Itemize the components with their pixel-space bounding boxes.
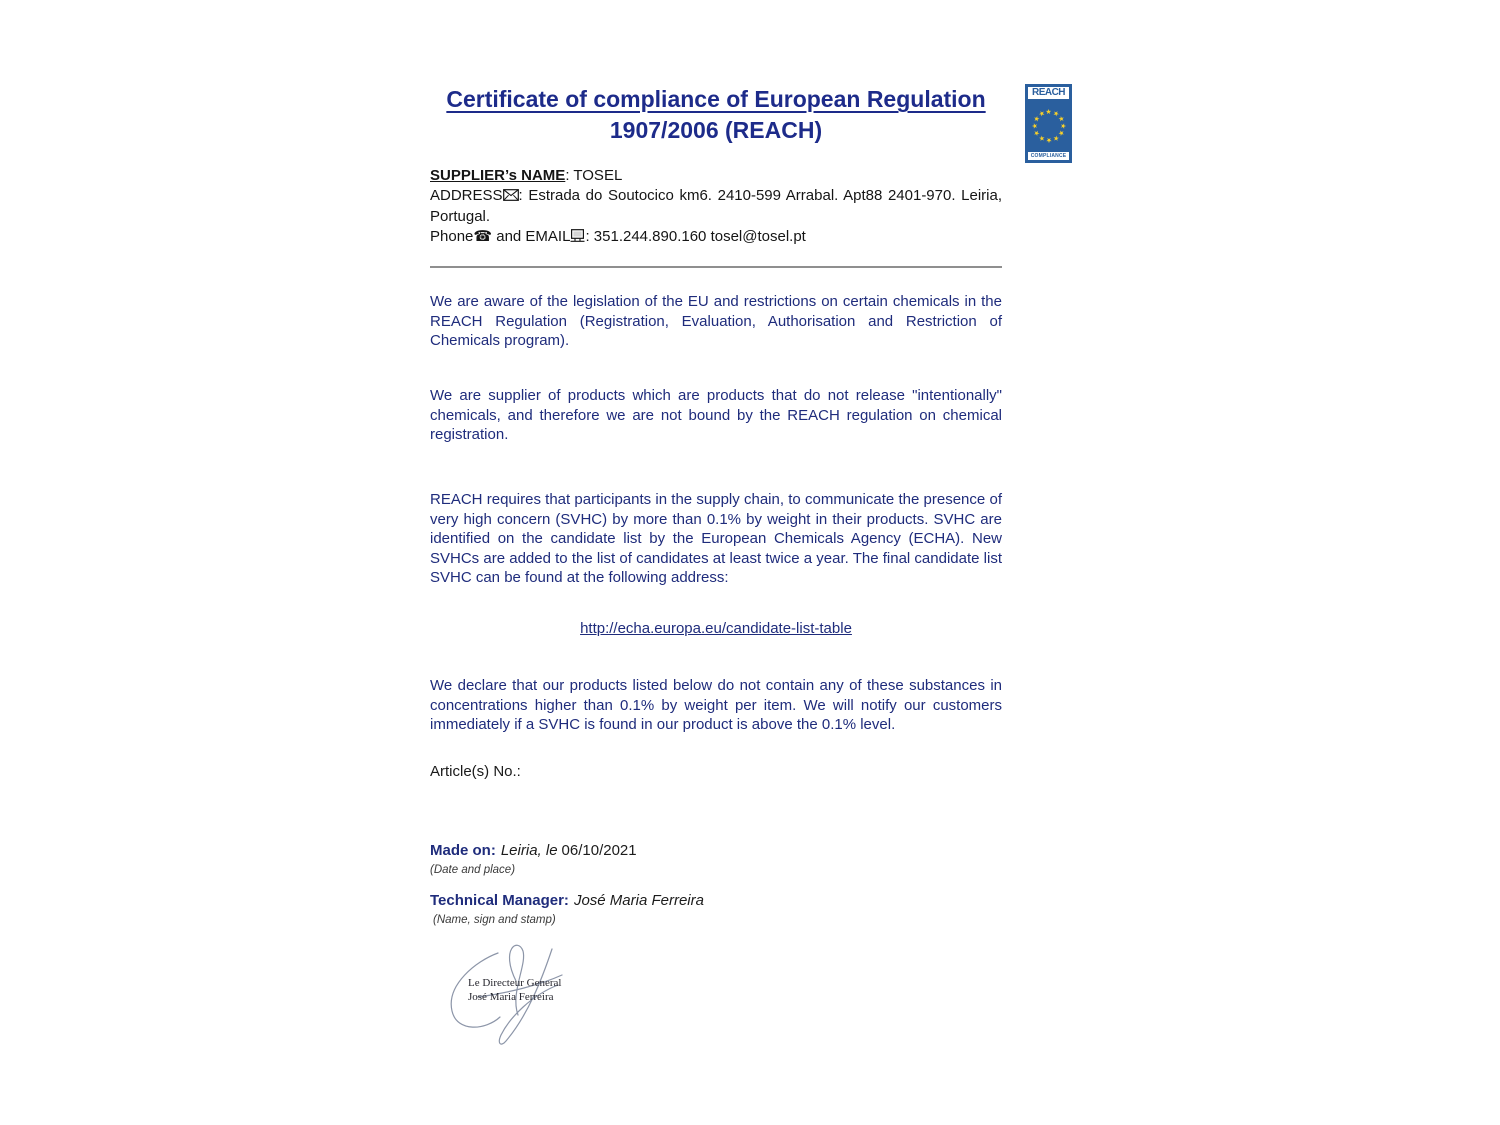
eu-star-icon: ★ [1055,127,1065,137]
made-on-place: Leiria, le [500,842,558,859]
page-title [430,84,1002,146]
page-title-line2: 1907/2006 (REACH) [609,117,823,143]
reach-logo-title: REACH [1027,86,1070,100]
email-label: and EMAIL [492,228,571,245]
page-title-line1: Certificate of compliance of European Regulation [446,86,986,112]
stamp-text [468,977,561,1004]
technical-manager-line [430,892,704,909]
reach-compliance-logo [1025,84,1072,163]
supplier-address-value: : Estrada do Soutocico km6. 2410-599 Arrabal. Apt88 2401-970. Leiria, Portugal. [430,187,1002,225]
eu-star-icon: ★ [1031,122,1039,129]
supplier-name-label: SUPPLIER’s NAME [430,167,566,184]
stamp-line2: José Maria Ferreira [468,990,554,1003]
made-on-line [430,842,637,859]
articles-label: Article(s) No.: [430,763,521,780]
eu-star-icon: ★ [1050,132,1060,142]
made-on-caption: (Date and place) [430,864,516,876]
candidate-list-link-line [430,620,1002,638]
eu-star-icon: ★ [1058,122,1066,129]
paragraph-awareness: We are aware of the legislation of the EU and restrictions on certain chemicals in the REACH Regulation (Registration, Evaluation, Authorisation and Restriction of Chemicals program). [430,293,1002,349]
envelope-icon [503,187,519,207]
technical-manager-name: José Maria Ferreira [573,892,704,909]
signature-area [434,935,614,1055]
supplier-name-value: : TOSEL [565,167,623,184]
technical-manager-caption: (Name, sign and stamp) [433,914,556,926]
eu-star-icon: ★ [1050,109,1060,119]
eu-star-icon: ★ [1037,132,1047,142]
reach-logo-compliance: COMPLIANCE [1027,151,1070,161]
supplier-address-line [430,186,1002,227]
supplier-address-label: ADDRESS [430,187,503,204]
phone-label: Phone [430,228,474,245]
paragraph-declaration: We declare that our products listed below do not contain any of these substances in concentrations higher than 0.1% by weight per item. We will notify our customers immediately if a SVHC is found in our product is above the 0.1% level. [430,677,1002,733]
paragraph-supplier-statement: We are supplier of products which are products that do not release "intentionally" chemicals, and therefore we are not bound by the REACH regulation on chemical registration. [430,387,1002,443]
eu-star-icon: ★ [1045,108,1052,116]
eu-star-icon: ★ [1032,127,1042,137]
technical-manager-label: Technical Manager: [430,892,569,909]
paragraph-reach-requirements: REACH requires that participants in the supply chain, to communicate the presence of very high concern (SVHC) by more than 0.1% by weight in their products. SVHC are identified on the candidate list by the European Chemicals Agency (ECHA). New SVHCs are added to the list of candidates at least twice a year. The final candidate list SVHC can be found at the following address: [430,491,1002,586]
horizontal-divider [430,266,1002,268]
eu-stars-circle [1027,100,1070,151]
phone-icon: ☎ [473,228,493,245]
made-on-label: Made on: [430,842,496,859]
phone-email-value: : 351.244.890.160 tosel@tosel.pt [585,228,806,245]
computer-icon [570,228,585,248]
supplier-block [430,166,1002,248]
made-on-date: 06/10/2021 [561,842,637,859]
document-body [430,0,1002,1125]
eu-star-icon: ★ [1055,114,1065,124]
eu-star-icon: ★ [1045,135,1052,143]
eu-star-icon: ★ [1032,114,1042,124]
eu-star-icon: ★ [1037,109,1047,119]
supplier-phone-line [430,227,1002,248]
stamp-line1: Le Directeur General [468,977,562,989]
candidate-list-link[interactable]: http://echa.europa.eu/candidate-list-table [580,620,852,637]
supplier-name-line [430,166,1002,186]
